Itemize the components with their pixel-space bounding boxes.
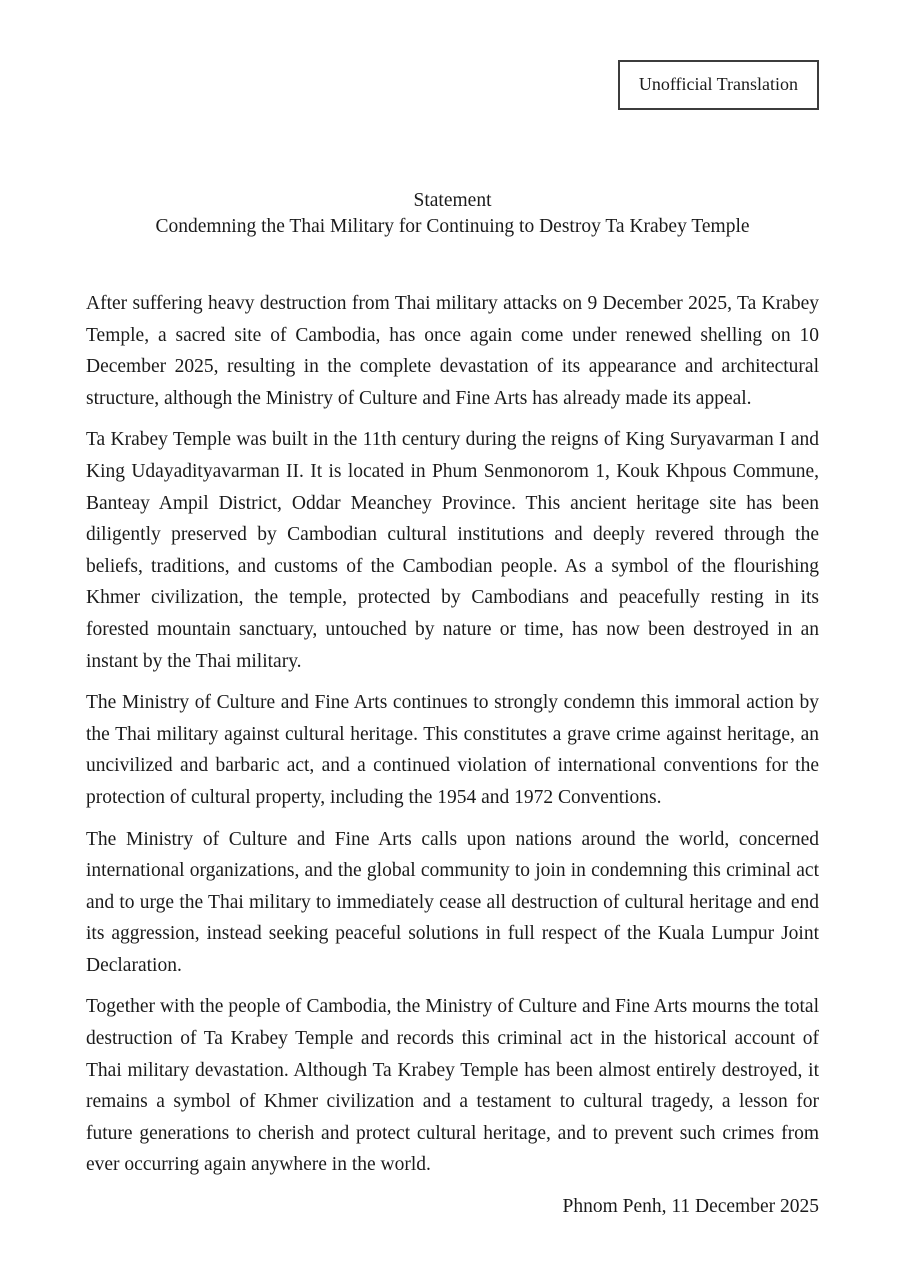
body-paragraph-1: After suffering heavy destruction from Thai military attacks on 9 December 2025, Ta Krabey Temple, a sacred site of Cambodia, has once again come under renewed shelling on 10 December 2025, resulting in the complete devastation of its appearance and architectural structure, although the Ministry of Culture and Fine Arts has already made its appeal. [86,293,819,409]
unofficial-translation-box [618,60,819,110]
title-statement: Statement [413,190,492,211]
title-subject: Condemning the Thai Military for Continuing to Destroy Ta Krabey Temple [155,216,750,237]
unofficial-translation-label: Unofficial Translation [638,74,798,94]
document-title [86,188,819,240]
body-paragraph-4: The Ministry of Culture and Fine Arts calls upon nations around the world, concerned international organizations, and the global community to join in condemning this criminal act and to urge the Thai military to immediately cease all destruction of cultural heritage and end its aggression, instead seeking peaceful solutions in full respect of the Kuala Lumpur Joint Declaration. [86,828,819,976]
body-paragraph-2: Ta Krabey Temple was built in the 11th century during the reigns of King Suryavarman I and King Udayadityavarman II. It is located in Phum Senmonorom 1, Kouk Khpous Commune, Banteay Ampil District, Oddar Meanchey Province. This ancient heritage site has been diligently preserved by Cambodian cultural institutions and deeply revered through the beliefs, traditions, and customs of the Cambodian people. As a symbol of the flourishing Khmer civilization, the temple, protected by Cambodians and peacefully resting in its forested mountain sanctuary, untouched by nature or time, has now been destroyed in an instant by the Thai military. [86,429,819,672]
dateline: Phnom Penh, 11 December 2025 [562,1196,819,1218]
body-paragraph-3: The Ministry of Culture and Fine Arts continues to strongly condemn this immoral action by the Thai military against cultural heritage. This constitutes a grave crime against heritage, an uncivilized and barbaric act, and a continued violation of international conventions for the protection of cultural property, including the 1954 and 1972 Conventions. [86,692,819,808]
document-body [86,288,819,1223]
body-paragraph-5: Together with the people of Cambodia, the Ministry of Culture and Fine Arts mourns the total destruction of Ta Krabey Temple and records this criminal act in the historical account of Thai military devastation. Although Ta Krabey Temple has been almost entirely destroyed, it remains a symbol of Khmer civilization and a testament to cultural tragedy, a lesson for future generations to cherish and protect cultural heritage, and to prevent such crimes from ever occurring again anywhere in the world. [86,996,819,1176]
